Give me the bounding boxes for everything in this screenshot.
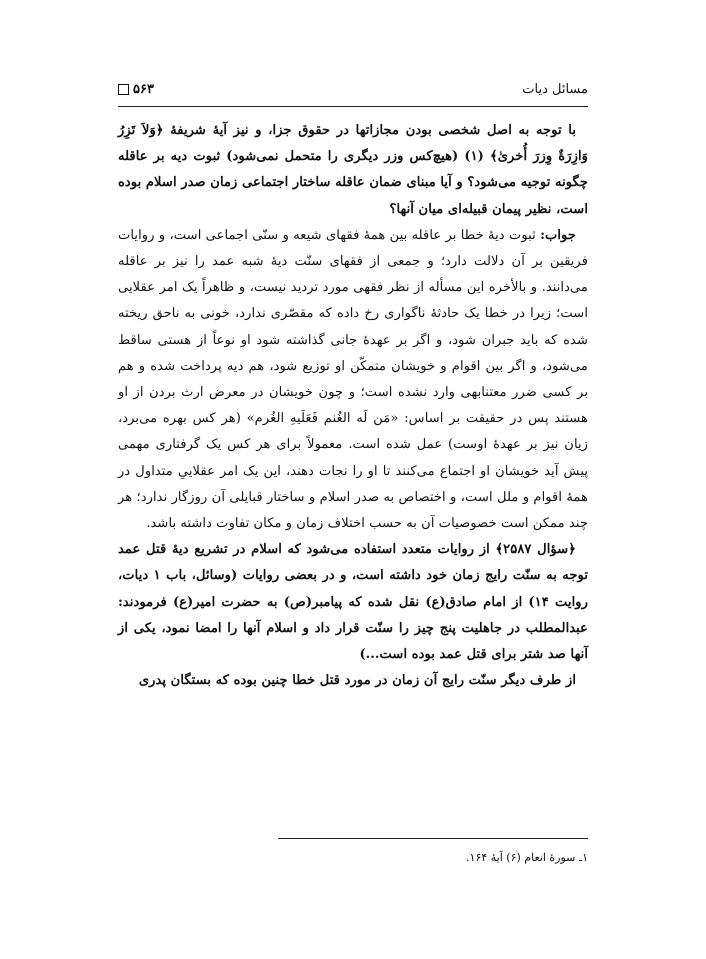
- answer-paragraph: [118, 223, 588, 537]
- question-continuation-paragraph: از طرف دیگر سنّت رایج آن زمان در مورد قتل خطا چنین بوده که بستگان پدری: [138, 673, 576, 689]
- page-number-text: ۵۶۳: [133, 82, 154, 97]
- footnote: ۱ـ سورهٔ انعام (۶) آیهٔ ۱۶۴.: [466, 851, 588, 864]
- question-paragraph: با توجه به اصل شخصی بودن مجازاتها در حقوق جزا، و نیز آیهٔ شریفهٔ ﴿وَلاَ تَزِرُ وَازِرَةٌ وِزرَ أُخرىٰ﴾ (۱) (هیچ‌کس وزر دیگری را متحمل نمی‌شود) ثبوت دیه بر عاقله چگونه توجیه می‌شود؟ و آیا مبنای ضمان عاقله ساختار اجتماعی زمان صدر اسلام بوده است، نظیر پیمان قبیله‌ای میان آنها؟: [118, 123, 588, 217]
- page-body: [118, 118, 588, 694]
- page-number: [118, 82, 154, 97]
- header-rule: [118, 106, 588, 107]
- answer-label: جواب:: [540, 227, 576, 243]
- answer-text: ثبوت دیهٔ خطا بر عاقله بین همهٔ فقهای شیعه و سنّی اجماعی است، و روایات فریقین بر آن دلالت دارد؛ و جمعی از فقهای سنّت دیهٔ شبه عمد را نیز بر عاقله می‌دانند. و بالأخره این مسأله از نظر فقهی مورد تردید نیست، و ظاهراً یک امر عقلایی است؛ زیرا در خطا یک حادثهٔ ناگواری رخ داده که مقصّری ندارد، خونی به ناحق ریخته شده که باید جبران شود، و اگر بر عهدهٔ جانی گذاشته شود او نوعاً از هستی ساقط می‌شود، و اگر بین اقوام و خویشان متمکّن او توزیع شود، هم دیه پرداخت شده و هم بر کسی ضرر معتنابهی وارد نشده است؛ و چون خویشان در معرض ارث بردن از او هستند پس در حقیقت بر اساس: «مَن لَه الغُنم فَعَلَیهِ الغُرم» (هر کس بهره می‌برد، زیان نیز بر عهدهٔ اوست) عمل شده است. معمولاً برای هر کس یک گرفتاری مهمی پیش آید خویشان او اجتماع می‌کنند تا او را نجات دهند، این یک امر عقلاییِ متداول در همهٔ اقوام و ملل است، و اختصاص به صدر اسلام و ساختار قبایلی آن روزگار ندارد؛ هر چند ممکن است خصوصیات آن به حسب اختلاف زمان و مکان تفاوت داشته باشد.: [118, 227, 588, 532]
- footnote-rule: [278, 838, 588, 839]
- square-icon: [118, 84, 129, 95]
- page-header: [118, 80, 588, 104]
- question-2587-paragraph: ﴿سؤال ۲۵۸۷﴾ از روایات متعدد استفاده می‌شود که اسلام در تشریع دیهٔ قتل عمد توجه به سنّت رایج زمان خود داشته است، و در بعضی روایات (وسائل، باب ۱ دیات، روایت ۱۴) از امام صادق(ع) نقل شده که پیامبر(ص) به حضرت امیر(ع) فرمودند: عبدالمطلب در جاهلیت پنج چیز را سنّت قرار داد و اسلام آنها را امضا نمود، یکی از آنها صد شتر برای قتل عمد بوده است...): [118, 542, 588, 663]
- running-title: مسائل دیات: [522, 82, 588, 97]
